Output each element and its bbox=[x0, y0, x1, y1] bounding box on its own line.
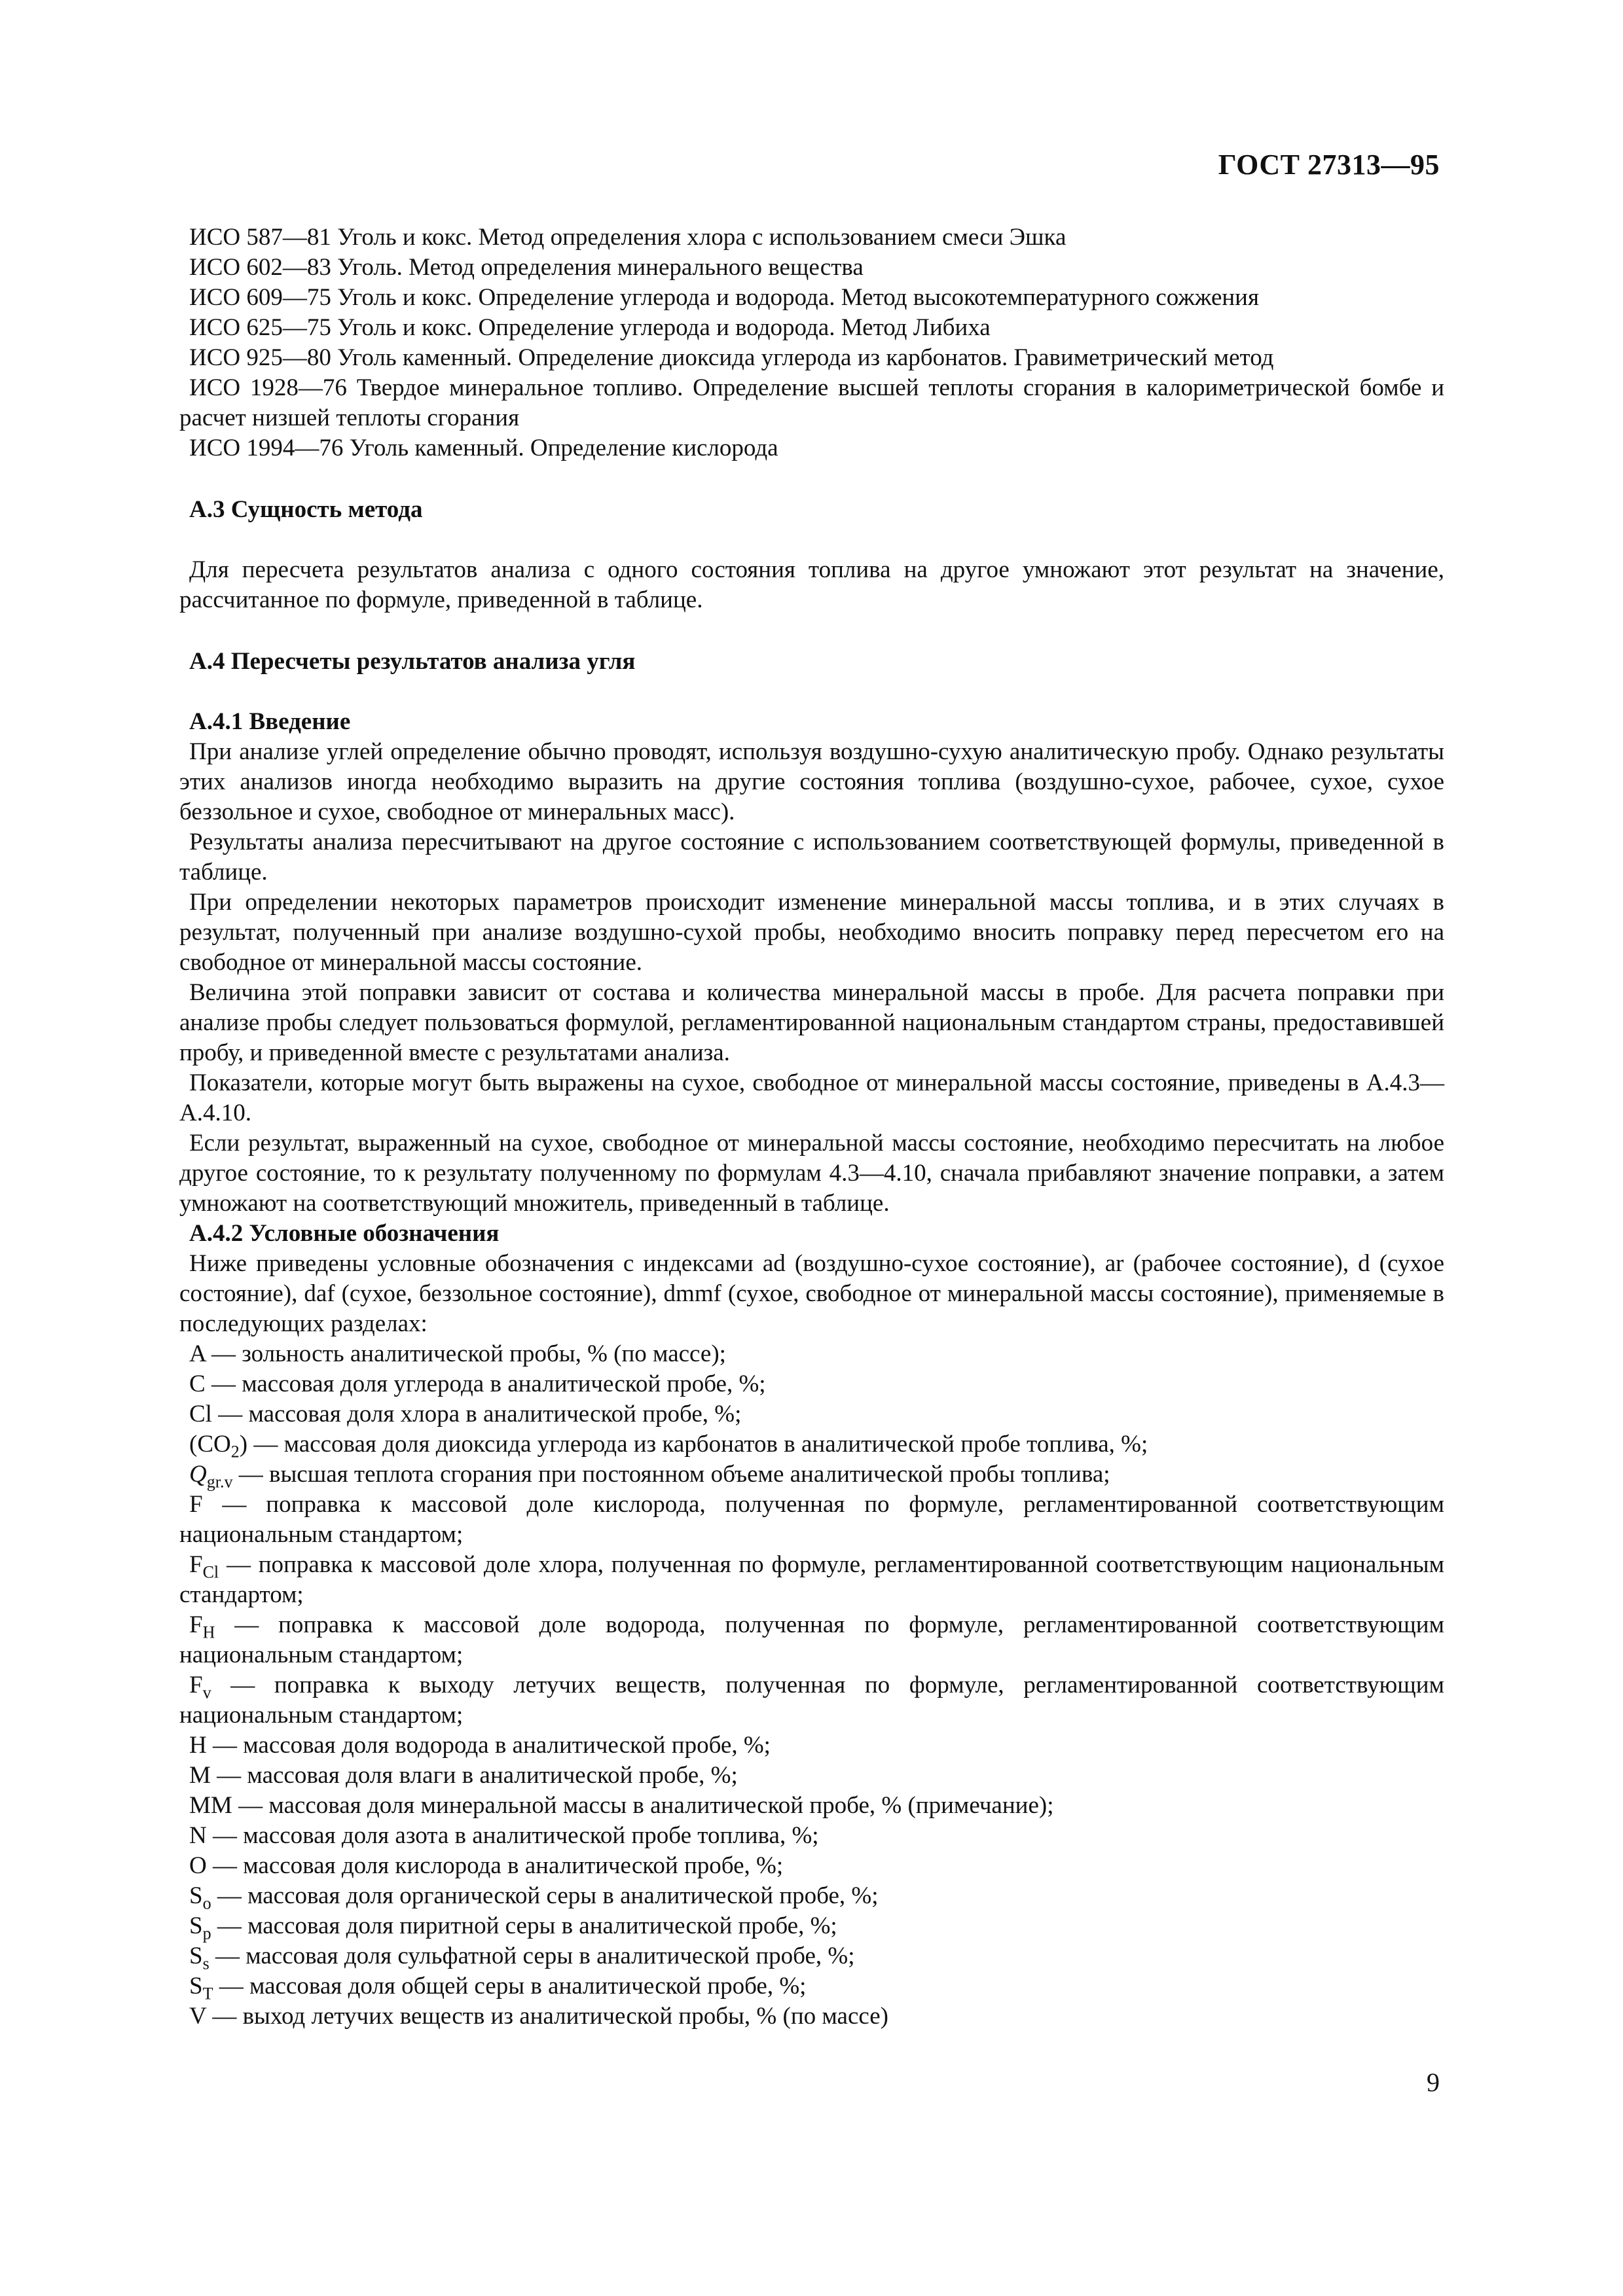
symbol-description: — массовая доля азота в аналитической пробе топлива, %; bbox=[206, 1822, 819, 1849]
document-code-header: ГОСТ 27313—95 bbox=[1218, 149, 1440, 181]
symbol-definition bbox=[179, 1851, 1444, 1881]
section-heading-a4: А.4 Пересчеты результатов анализа угля bbox=[189, 648, 636, 675]
symbol-letter: (CO bbox=[189, 1431, 231, 1458]
symbol-definition bbox=[179, 1881, 1444, 1911]
reference-item: ИСО 602—83 Уголь. Метод определения минерального вещества bbox=[189, 254, 864, 281]
symbol-definition bbox=[179, 1490, 1444, 1550]
symbol-subscript: T bbox=[202, 1984, 213, 2003]
symbol-suffix: ) bbox=[239, 1431, 248, 1458]
symbol-letter: S bbox=[189, 1943, 203, 1969]
paragraph: Результаты анализа пересчитывают на другое состояние с использованием соответствующей формулы, приведенной в таблице. bbox=[179, 829, 1444, 886]
symbol-definition bbox=[179, 1550, 1444, 1610]
symbol-definition bbox=[179, 1821, 1444, 1851]
symbol-letter: F bbox=[189, 1672, 203, 1698]
symbol-description: — массовая доля влаги в аналитической пробе, %; bbox=[210, 1762, 738, 1789]
symbol-letter: O bbox=[189, 1852, 207, 1879]
symbol-description: — массовая доля общей серы в аналитической пробе, %; bbox=[213, 1973, 807, 2000]
subsection-heading-a42: А.4.2 Условные обозначения bbox=[189, 1220, 500, 1247]
symbol-definition bbox=[179, 1429, 1444, 1460]
reference-item: ИСО 625—75 Уголь и кокс. Определение углерода и водорода. Метод Либиха bbox=[189, 314, 991, 341]
symbol-letter: A bbox=[189, 1340, 206, 1367]
symbol-description: — поправка к массовой доле хлора, полученная по формуле, регламентированной соответствующим национальным стандартом; bbox=[179, 1551, 1444, 1608]
symbol-subscript: 2 bbox=[230, 1442, 240, 1462]
symbol-description: — выход летучих веществ из аналитической пробы, % (по массе) bbox=[206, 2003, 888, 2030]
symbol-description: — поправка к массовой доле водорода, полученная по формуле, регламентированной соответствующим национальным стандартом; bbox=[179, 1611, 1444, 1668]
paragraph: Величина этой поправки зависит от состава и количества минеральной массы в пробе. Для расчета поправки при анализе пробы следует пользоваться формулой, регламентированной национальным стандартом страны, предоставившей пробу, и приведенной вместе с результатами анализа. bbox=[179, 979, 1444, 1066]
symbol-letter: S bbox=[189, 1882, 203, 1909]
section-a3-text: Для пересчета результатов анализа с одного состояния топлива на другое умножают этот результат на значение, рассчитанное по формуле, приведенной в таблице. bbox=[179, 556, 1444, 613]
reference-item: ИСО 1994—76 Уголь каменный. Определение кислорода bbox=[189, 435, 778, 461]
symbol-definition bbox=[179, 2001, 1444, 2032]
symbol-description: — зольность аналитической пробы, % (по массе); bbox=[205, 1340, 726, 1367]
reference-item: ИСО 587—81 Уголь и кокс. Метод определения хлора с использованием смеси Эшка bbox=[189, 224, 1067, 251]
paragraph: Показатели, которые могут быть выражены на сухое, свободное от минеральной массы состояние, приведены в А.4.3—А.4.10. bbox=[179, 1069, 1444, 1126]
reference-item: ИСО 609—75 Уголь и кокс. Определение углерода и водорода. Метод высокотемпературного сожжения bbox=[189, 284, 1259, 311]
symbol-letter: M bbox=[189, 1762, 211, 1789]
symbol-letter: C bbox=[189, 1371, 206, 1397]
symbol-subscript: gr.v bbox=[206, 1472, 233, 1492]
symbol-description: — массовая доля органической серы в аналитической пробе, %; bbox=[211, 1882, 879, 1909]
paragraph: Если результат, выраженный на сухое, свободное от минеральной массы состояние, необходимо пересчитать на любое другое состояние, то к результату полученному по формулам 4.3—4.10, сначала прибавляют значение поправки, а затем умножают на соответствующий множитель, приведенный в таблице. bbox=[179, 1130, 1444, 1217]
symbols-list bbox=[179, 1339, 1444, 2032]
symbol-definition bbox=[179, 1610, 1444, 1670]
symbol-definition bbox=[179, 1791, 1444, 1821]
symbol-description: — массовая доля кислорода в аналитической пробе, %; bbox=[206, 1852, 784, 1879]
symbol-description: — массовая доля водорода в аналитической пробе, %; bbox=[206, 1732, 771, 1759]
symbol-subscript: p bbox=[202, 1924, 211, 1943]
symbol-definition bbox=[179, 1911, 1444, 1941]
symbol-definition bbox=[179, 1460, 1444, 1490]
references-list bbox=[179, 223, 1444, 463]
subsection-heading-a41: А.4.1 Введение bbox=[189, 708, 351, 735]
symbol-letter: F bbox=[189, 1491, 203, 1518]
symbol-subscript: H bbox=[202, 1623, 215, 1642]
symbol-description: — массовая доля диоксида углерода из карбонатов в аналитической пробе топлива, %; bbox=[247, 1431, 1148, 1458]
symbol-definition bbox=[179, 1399, 1444, 1429]
symbol-description: — поправка к выходу летучих веществ, полученная по формуле, регламентированной соответствующим национальным стандартом; bbox=[179, 1672, 1444, 1729]
symbol-letter: Q bbox=[189, 1461, 207, 1488]
reference-item: ИСО 925—80 Уголь каменный. Определение диоксида углерода из карбонатов. Гравиметрический метод bbox=[189, 344, 1274, 371]
symbol-description: — высшая теплота сгорания при постоянном объеме аналитической пробы топлива; bbox=[232, 1461, 1110, 1488]
section-heading-a3: А.3 Сущность метода bbox=[189, 496, 423, 523]
symbol-subscript: Cl bbox=[202, 1562, 219, 1582]
page-content bbox=[179, 223, 1444, 2032]
symbol-definition bbox=[179, 1670, 1444, 1731]
symbol-letter: Cl bbox=[189, 1401, 212, 1427]
symbol-description: — массовая доля углерода в аналитической пробе, %; bbox=[205, 1371, 766, 1397]
symbol-definition bbox=[179, 1339, 1444, 1369]
paragraph: Ниже приведены условные обозначения с индексами ad (воздушно-сухое состояние), ar (рабочее состояние), d (сухое состояние), daf (сухое, беззольное состояние), dmmf (сухое, свободное от минеральной массы состояние), применяемые в последующих разделах: bbox=[179, 1250, 1444, 1337]
symbol-description: — массовая доля минеральной массы в аналитической пробе, % (примечание); bbox=[232, 1792, 1054, 1819]
symbol-letter: V bbox=[189, 2003, 207, 2030]
symbol-letter: N bbox=[189, 1822, 207, 1849]
page-number: 9 bbox=[1427, 2068, 1440, 2097]
symbol-letter: S bbox=[189, 1912, 203, 1939]
symbol-definition bbox=[179, 1971, 1444, 2001]
symbol-letter: F bbox=[189, 1611, 203, 1638]
symbol-letter: S bbox=[189, 1973, 203, 2000]
symbol-letter: F bbox=[189, 1551, 203, 1578]
symbol-letter: H bbox=[189, 1732, 207, 1759]
symbol-subscript: o bbox=[202, 1893, 211, 1913]
symbol-definition bbox=[179, 1941, 1444, 1971]
symbol-description: — массовая доля хлора в аналитической пробе, %; bbox=[211, 1401, 742, 1427]
symbol-definition bbox=[179, 1761, 1444, 1791]
symbol-description: — массовая доля пиритной серы в аналитической пробе, %; bbox=[211, 1912, 837, 1939]
symbol-definition bbox=[179, 1731, 1444, 1761]
symbol-description: — поправка к массовой доле кислорода, полученная по формуле, регламентированной соответствующим национальным стандартом; bbox=[179, 1491, 1444, 1548]
symbol-subscript: s bbox=[202, 1954, 210, 1973]
paragraph: При анализе углей определение обычно проводят, используя воздушно-сухую аналитическую пробу. Однако результаты этих анализов иногда необходимо выразить на другие состояния топлива (воздушно-сухое, рабочее, сухое, сухое беззольное и сухое, свободное от минеральных масс). bbox=[179, 738, 1444, 825]
symbol-definition bbox=[179, 1369, 1444, 1399]
reference-item: ИСО 1928—76 Твердое минеральное топливо. Определение высшей теплоты сгорания в калориметрической бомбе и расчет низшей теплоты сгорания bbox=[179, 374, 1444, 431]
symbol-description: — массовая доля сульфатной серы в аналитической пробе, %; bbox=[209, 1943, 855, 1969]
paragraph: При определении некоторых параметров происходит изменение минеральной массы топлива, и в этих случаях в результат, полученный при анализе воздушно-сухой пробы, необходимо вносить поправку перед пересчетом его на свободное от минеральной массы состояние. bbox=[179, 889, 1444, 976]
symbol-subscript: v bbox=[202, 1683, 211, 1702]
symbol-letter: MM bbox=[189, 1792, 232, 1819]
